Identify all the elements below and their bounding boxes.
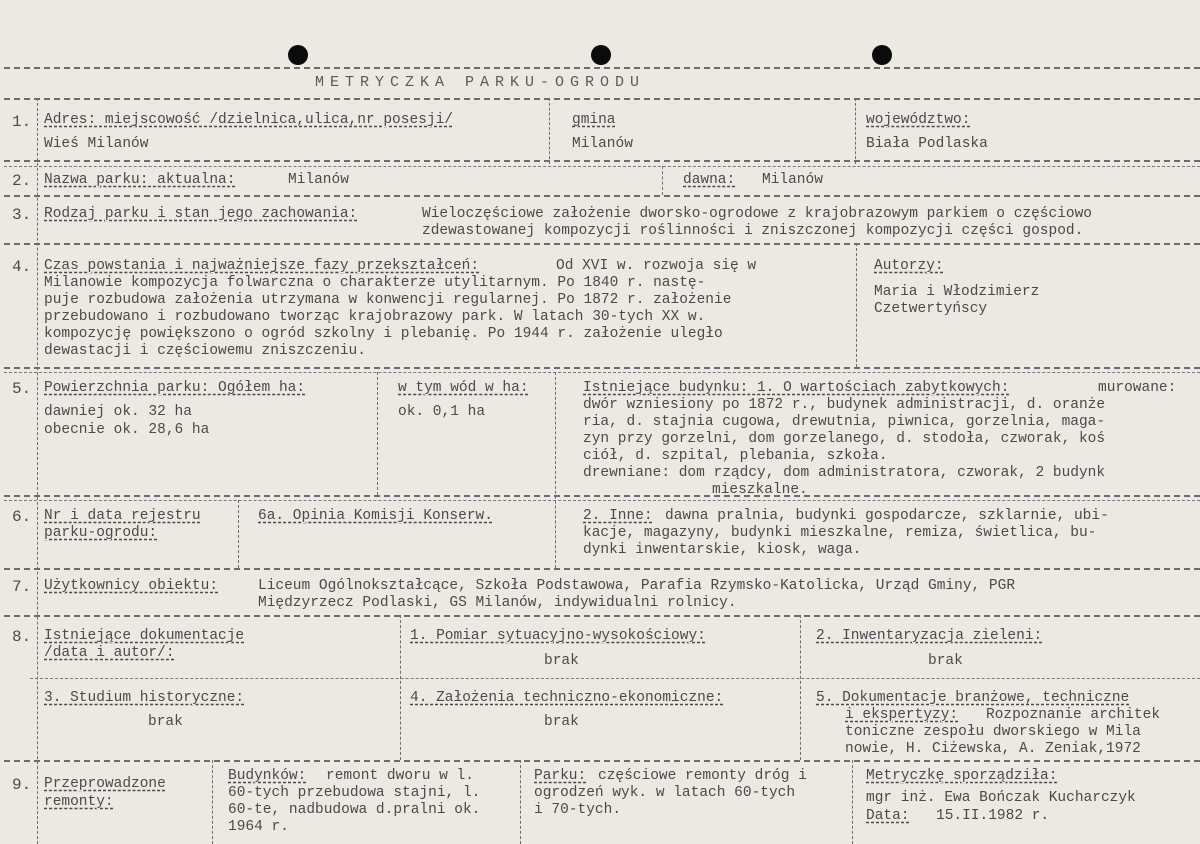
column-divider <box>520 760 521 844</box>
renovations-label: Przeprowadzone <box>44 776 166 792</box>
renovations-label: remonty: <box>44 794 114 810</box>
divider <box>4 760 1200 762</box>
documentation-label: /data i autor/: <box>44 645 175 661</box>
left-border <box>37 98 38 844</box>
divider <box>4 195 1200 197</box>
authors-value: Maria i Włodzimierz <box>874 284 1040 300</box>
date-label: Data: <box>866 808 910 824</box>
survey-label: 1. Pomiar sytuacyjno-wysokościowy: <box>410 628 706 644</box>
wojewodztwo-label: województwo: <box>866 112 971 128</box>
compiled-by-value: mgr inż. Ewa Bończak Kucharczyk <box>866 790 1136 806</box>
park-type-line: Wieloczęściowe założenie dworsko-ogrodowe z krajobrazowym parkiem o częściowo <box>422 206 1093 222</box>
buildings-line: mieszkalne. <box>712 482 808 498</box>
date-value: 15.II.1982 r. <box>936 808 1050 824</box>
other-buildings-label: 2. Inne: <box>583 508 653 524</box>
divider <box>4 160 1200 162</box>
park-renovation-line: i 70-tych. <box>534 802 622 818</box>
column-divider <box>800 615 801 760</box>
tech-label: 4. Założenia techniczno-ekonomiczne: <box>410 690 724 706</box>
card-title: METRYCZKA PARKU-OGRODU <box>315 74 646 91</box>
former-name-label: dawna: <box>683 172 736 188</box>
punch-hole-right <box>872 45 892 65</box>
section-number: 3. <box>12 206 32 224</box>
section-number: 8. <box>12 628 32 646</box>
buildings-line: zyn przy gorzelni, dom gorzelanego, d. stodoła, czworak, koś <box>583 431 1106 447</box>
column-divider <box>549 98 550 164</box>
section-number: 2. <box>12 172 32 190</box>
park-name-label: Nazwa parku: aktualna: <box>44 172 236 188</box>
column-divider <box>238 500 239 568</box>
authors-value: Czetwertyńscy <box>874 301 988 317</box>
divider <box>4 615 1200 617</box>
compiled-by-label: Metryczkę sporządziła: <box>866 768 1058 784</box>
buildings-line: ciół, d. szpital, plebania, szkoła. <box>583 448 888 464</box>
users-line: Liceum Ogólnokształcące, Szkoła Podstawowa, Parafia Rzymsko-Katolicka, Urząd Gminy, PGR <box>258 578 1016 594</box>
branch-docs-label: 5. Dokumentacje branżowe, techniczne <box>816 690 1130 706</box>
history-study-label: 3. Studium historyczne: <box>44 690 245 706</box>
buildings-line: drewniane: dom rządcy, dom administratora, czworak, 2 budynk <box>583 465 1106 481</box>
park-name-value: Milanów <box>288 172 349 188</box>
history-label: Czas powstania i najważniejsze fazy przekształceń: <box>44 258 480 274</box>
buildings-renovation-line: 60-tych przebudowa stajni, l. <box>228 785 481 801</box>
divider <box>30 678 1200 679</box>
other-buildings-line: dynki inwentarskie, kiosk, waga. <box>583 542 862 558</box>
divider <box>4 495 1200 497</box>
history-study-value: brak <box>148 714 183 730</box>
column-divider <box>400 615 401 760</box>
divider <box>4 98 1200 100</box>
history-line: Od XVI w. rozwoja się w <box>556 258 757 274</box>
buildings-label: Istniejące budynku: 1. O wartościach zabytkowych: <box>583 380 1010 396</box>
section-number: 1. <box>12 113 32 131</box>
column-divider <box>855 98 856 164</box>
park-renovation-label: Parku: <box>534 768 587 784</box>
section-number: 9. <box>12 776 32 794</box>
gmina-label: gmina <box>572 112 616 128</box>
greenery-label: 2. Inwentaryzacja zieleni: <box>816 628 1043 644</box>
buildings-renovation-line: 1964 r. <box>228 819 289 835</box>
history-line: dewastacji i częściowemu zniszczeniu. <box>44 343 366 359</box>
branch-docs-line: Rozpoznanie architek <box>986 707 1161 723</box>
buildings-line: ria, d. stajnia cugowa, drewutnia, piwnica, gorzelnia, maga- <box>583 414 1106 430</box>
address-value: Wieś Milanów <box>44 136 149 152</box>
water-label: w tym wód w ha: <box>398 380 529 396</box>
column-divider <box>212 760 213 844</box>
wojewodztwo-value: Biała Podlaska <box>866 136 988 152</box>
divider <box>4 500 1200 501</box>
buildings-renovation-label: Budynków: <box>228 768 307 784</box>
survey-value: brak <box>544 653 579 669</box>
area-label: Powierzchnia parku: Ogółem ha: <box>44 380 306 396</box>
other-buildings-line: kacje, magazyny, budynki mieszkalne, remiza, świetlica, bu- <box>583 525 1097 541</box>
tech-value: brak <box>544 714 579 730</box>
branch-docs-label: i ekspertyzy: <box>845 707 959 723</box>
punch-hole-left <box>288 45 308 65</box>
buildings-renovation-line: remont dworu w l. <box>326 768 474 784</box>
register-label: parku-ogrodu: <box>44 525 158 541</box>
area-then: dawniej ok. 32 ha <box>44 404 192 420</box>
branch-docs-line: nowie, H. Ciżewska, A. Zeniak,1972 <box>845 741 1141 757</box>
park-type-label: Rodzaj parku i stan jego zachowania: <box>44 206 358 222</box>
park-type-line: zdewastowanej kompozycji roślinności i zniszczonej kompozycji części gospod. <box>422 223 1084 239</box>
users-line: Międzyrzecz Podlaski, GS Milanów, indywidualni rolnicy. <box>258 595 737 611</box>
column-divider <box>852 760 853 844</box>
section-number: 4. <box>12 258 32 276</box>
buildings-renovation-line: 60-te, nadbudowa d.pralni ok. <box>228 802 481 818</box>
park-renovation-line: ogrodzeń wyk. w latach 60-tych <box>534 785 796 801</box>
greenery-value: brak <box>928 653 963 669</box>
users-label: Użytkownicy obiektu: <box>44 578 219 594</box>
address-label: Adres: miejscowość /dzielnica,ulica,nr posesji/ <box>44 112 453 128</box>
divider <box>4 243 1200 245</box>
area-now: obecnie ok. 28,6 ha <box>44 422 210 438</box>
former-name-value: Milanów <box>762 172 823 188</box>
documentation-label: Istniejące dokumentacje <box>44 628 245 644</box>
divider <box>4 372 1200 373</box>
history-line: przebudowano i rozbudowano tworząc krajobrazowy park. W latach 30-tych XX w. <box>44 309 706 325</box>
section-number: 7. <box>12 578 32 596</box>
punch-hole-middle <box>591 45 611 65</box>
section-number: 5. <box>12 380 32 398</box>
register-label: Nr i data rejestru <box>44 508 201 524</box>
authors-label: Autorzy: <box>874 258 944 274</box>
gmina-value: Milanów <box>572 136 633 152</box>
divider <box>4 568 1200 570</box>
divider <box>4 67 1200 69</box>
buildings-line: dwór wzniesiony po 1872 r., budynek administracji, d. oranże <box>583 397 1106 413</box>
divider <box>4 166 1200 167</box>
column-divider <box>377 372 378 495</box>
history-line: puje rozbudowa założenia utrzymana w konwencji regularnej. Po 1872 r. założenie <box>44 292 732 308</box>
column-divider <box>662 166 663 195</box>
buildings-line: murowane: <box>1098 380 1177 396</box>
column-divider <box>555 372 556 568</box>
section-number: 6. <box>12 508 32 526</box>
water-value: ok. 0,1 ha <box>398 404 486 420</box>
column-divider <box>856 243 857 367</box>
other-buildings-line: dawna pralnia, budynki gospodarcze, szklarnie, ubi- <box>665 508 1109 524</box>
opinion-label: 6a. Opinia Komisji Konserw. <box>258 508 493 524</box>
history-line: Milanowie kompozycja folwarczna o charakterze utylitarnym. Po 1840 r. nastę- <box>44 275 706 291</box>
history-line: kompozycję powiększono o ogród szkolny i plebanię. Po 1944 r. założenie uległo <box>44 326 723 342</box>
divider <box>4 367 1200 369</box>
branch-docs-line: toniczne zespołu dworskiego w Mila <box>845 724 1141 740</box>
park-renovation-line: częściowe remonty dróg i <box>598 768 807 784</box>
